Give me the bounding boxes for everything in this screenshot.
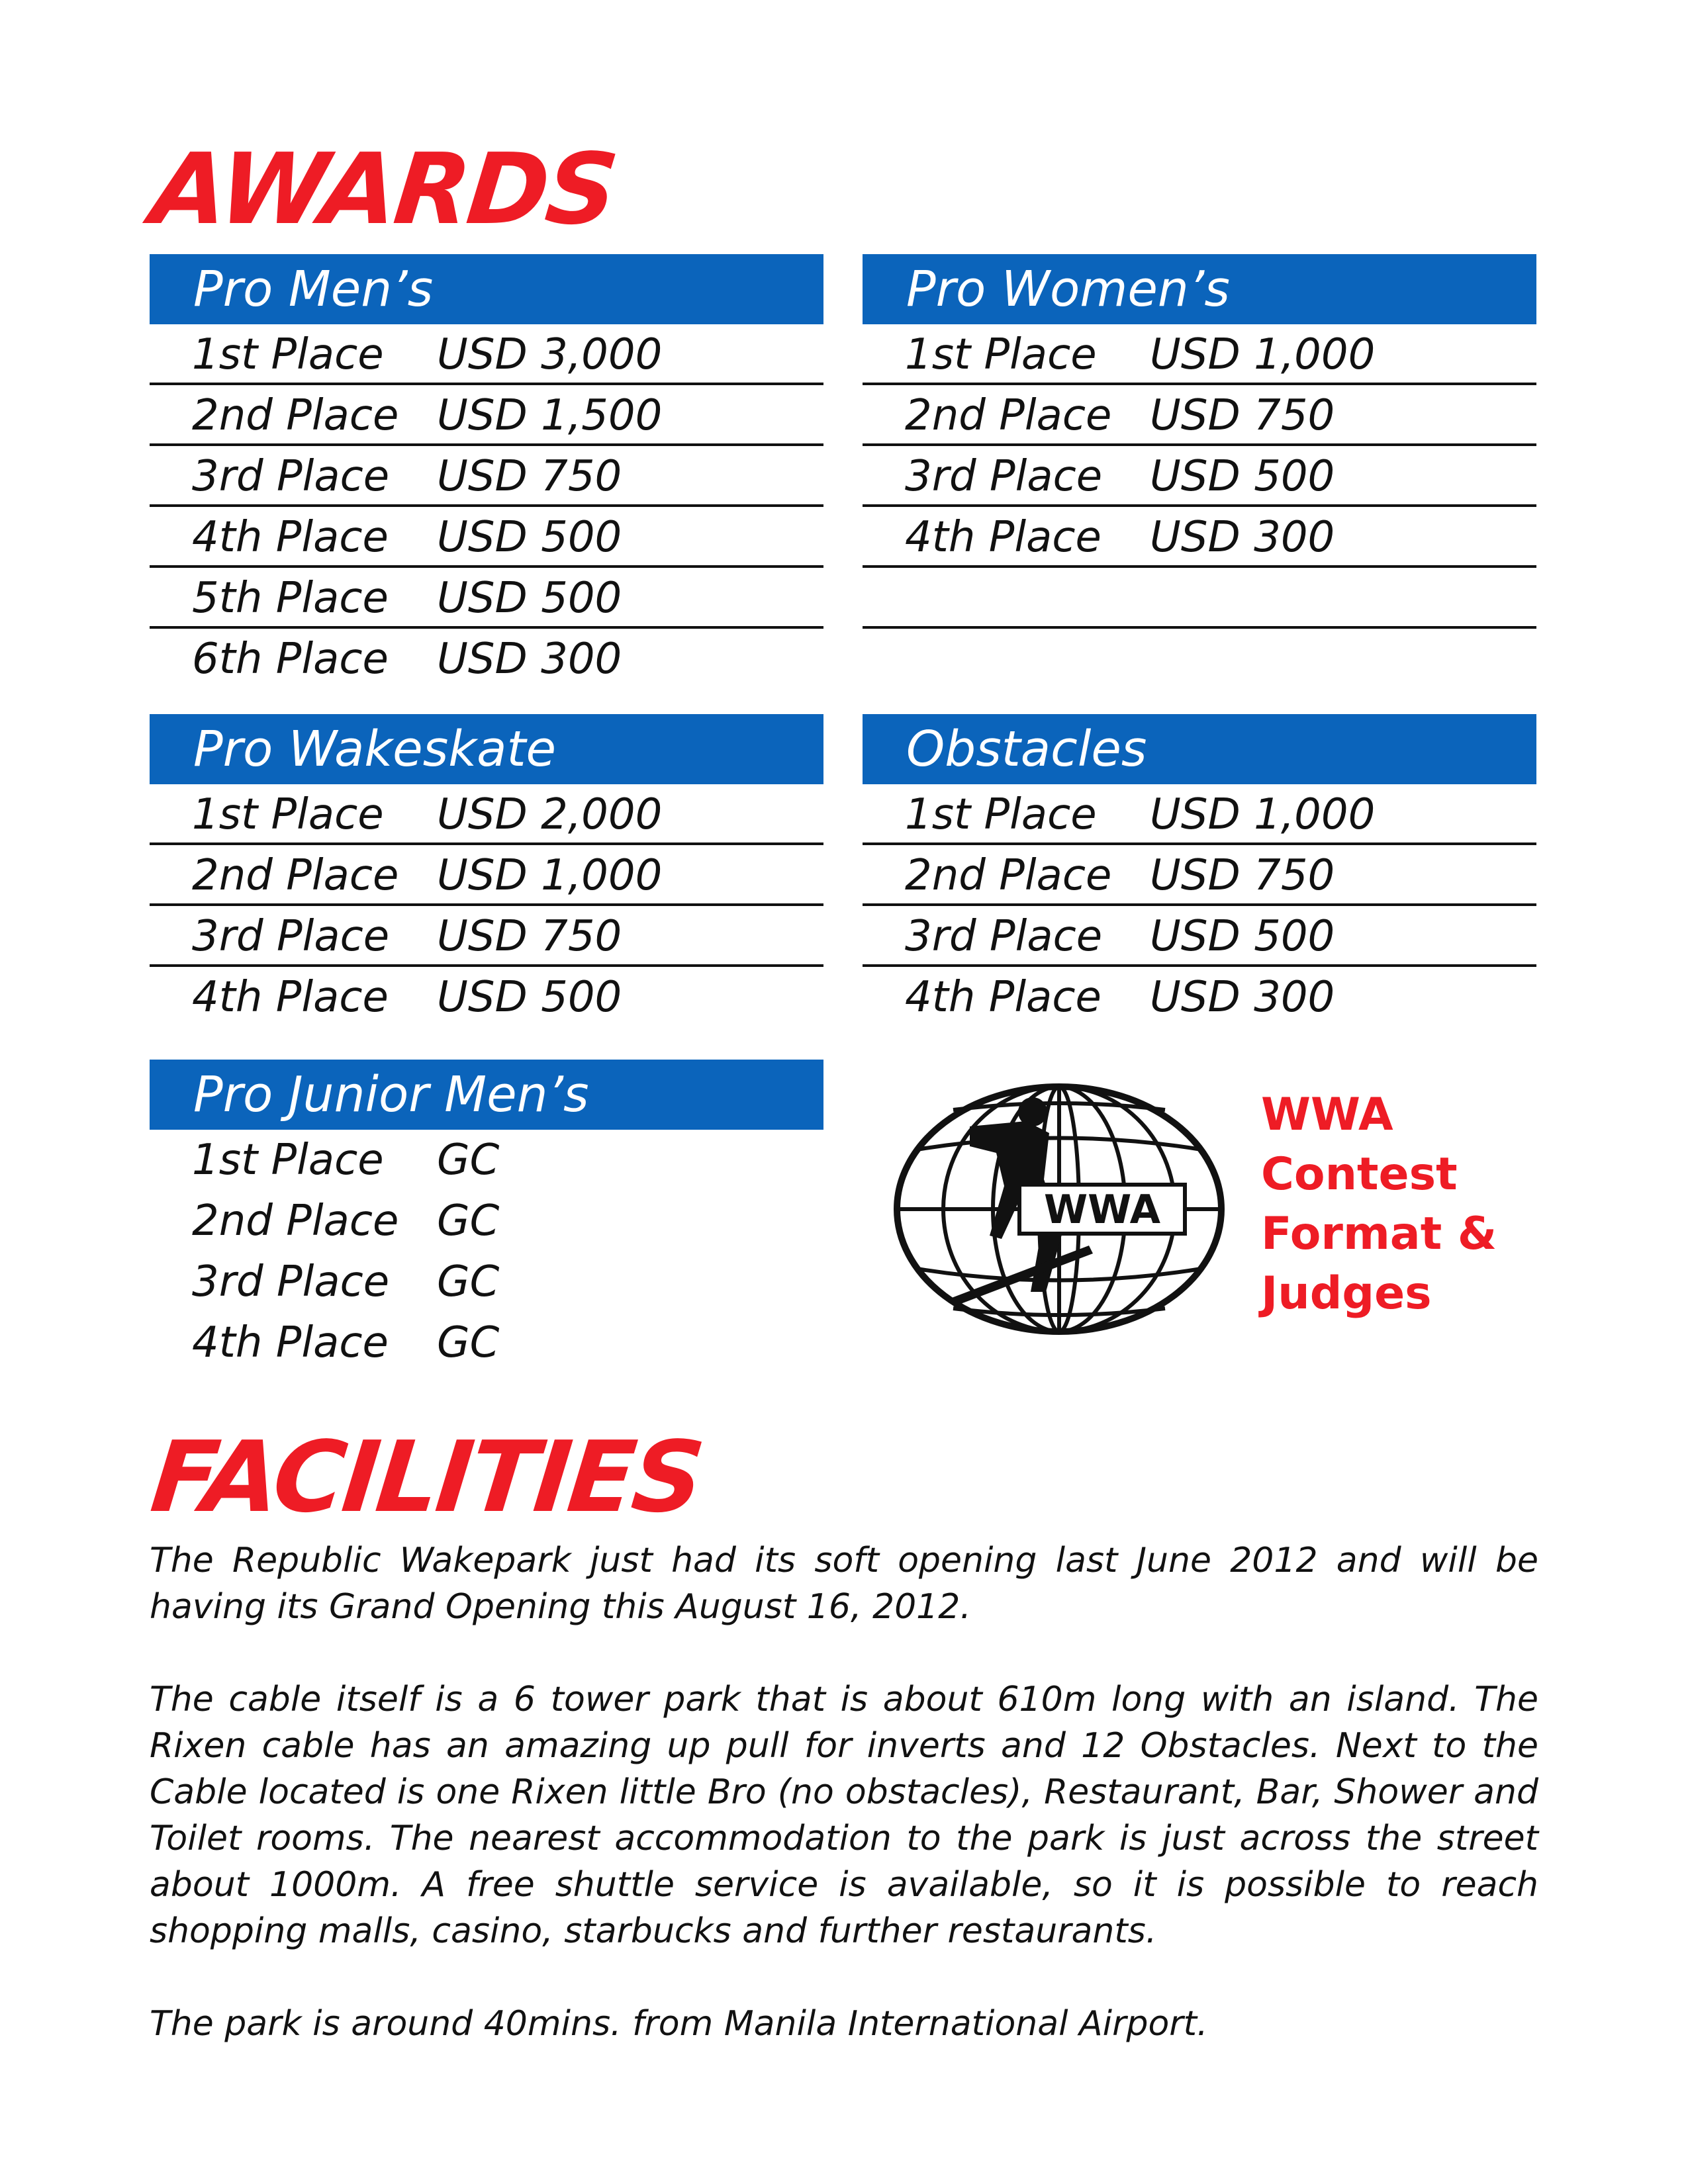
table-row <box>863 446 1536 507</box>
facilities-heading: FACILITIES <box>146 1420 707 1534</box>
obstacles-title: Obstacles <box>863 714 1536 784</box>
place-label: 3rd Place <box>905 912 1103 961</box>
table-row-empty <box>863 568 1536 629</box>
pro-womens-table <box>863 254 1536 629</box>
wwa-logo-text: WWA <box>1043 1187 1161 1233</box>
prize-amount: USD 750 <box>1150 851 1335 900</box>
wwa-link-line: Judges <box>1261 1267 1432 1320</box>
facilities-paragraph: The park is around 40mins. from Manila International Airport. <box>150 2004 1208 2044</box>
prize-amount: USD 500 <box>437 574 622 623</box>
prize-amount: USD 500 <box>437 973 622 1022</box>
obstacles-table <box>863 714 1536 1028</box>
prize-amount: USD 750 <box>437 452 622 501</box>
prize-amount: USD 300 <box>1150 973 1335 1022</box>
prize-amount: USD 2,000 <box>437 790 663 839</box>
pro-mens-title: Pro Men’s <box>150 254 823 324</box>
facilities-paragraph: The cable itself is a 6 tower park that is about 610m long with an island. The Rixen cable has an amazing up pull for inverts and 12 Obstacles. Next to the Cable located is one Rixen little Bro (no obstacles), Restaurant, Bar, Shower and Toilet rooms. The nearest accommodation to the park is just across the street about 1000m. A free shuttle service is available, so it is possible to reach shopping malls, casino, starbucks and further restaurants. <box>150 1680 1538 1951</box>
place-label: 4th Place <box>905 513 1102 562</box>
place-label: 4th Place <box>905 973 1102 1022</box>
prize-amount: USD 300 <box>1150 513 1335 562</box>
wwa-link-line: Contest <box>1261 1148 1458 1201</box>
prize-amount: USD 500 <box>1150 912 1335 961</box>
table-row <box>863 507 1536 568</box>
place-label: 3rd Place <box>192 1257 390 1306</box>
place-label: 4th Place <box>192 513 389 562</box>
wwa-contest-format-link[interactable] <box>1261 1085 1497 1324</box>
place-label: 4th Place <box>192 973 389 1022</box>
table-row <box>863 967 1536 1028</box>
pro-wakeskate-table <box>150 714 823 1028</box>
place-label: 1st Place <box>905 790 1097 839</box>
pro-junior-mens-title: Pro Junior Men’s <box>150 1060 823 1130</box>
pro-mens-table <box>150 254 823 690</box>
place-label: 3rd Place <box>192 912 390 961</box>
place-label: 2nd Place <box>905 851 1112 900</box>
prize-amount: USD 1,500 <box>437 391 663 440</box>
table-row <box>150 446 823 507</box>
wwa-globe-logo <box>890 1080 1228 1338</box>
prize-amount: USD 1,000 <box>1150 330 1376 379</box>
table-row <box>150 568 823 629</box>
table-row <box>150 1312 823 1373</box>
prize-amount: GC <box>437 1136 500 1185</box>
place-label: 2nd Place <box>192 1197 399 1246</box>
table-row <box>150 507 823 568</box>
place-label: 3rd Place <box>905 452 1103 501</box>
place-label: 4th Place <box>192 1318 389 1367</box>
table-row <box>863 385 1536 446</box>
prize-amount: USD 750 <box>1150 391 1335 440</box>
table-row <box>150 845 823 906</box>
prize-amount: USD 1,000 <box>1150 790 1376 839</box>
pro-junior-mens-table <box>150 1060 823 1373</box>
place-label: 5th Place <box>192 574 389 623</box>
table-row <box>150 906 823 967</box>
table-row <box>150 385 823 446</box>
prize-amount: USD 1,000 <box>437 851 663 900</box>
table-row <box>150 784 823 845</box>
place-label: 1st Place <box>192 330 384 379</box>
awards-heading: AWARDS <box>146 132 621 246</box>
pro-womens-title: Pro Women’s <box>863 254 1536 324</box>
table-row <box>150 967 823 1028</box>
prize-amount: USD 500 <box>437 513 622 562</box>
place-label: 6th Place <box>192 635 389 684</box>
prize-amount: GC <box>437 1318 500 1367</box>
pro-wakeskate-title: Pro Wakeskate <box>150 714 823 784</box>
table-row <box>150 1251 823 1312</box>
prize-amount: GC <box>437 1257 500 1306</box>
place-label: 2nd Place <box>905 391 1112 440</box>
prize-amount: GC <box>437 1197 500 1246</box>
table-row <box>863 906 1536 967</box>
table-row <box>150 1191 823 1251</box>
place-label: 1st Place <box>192 1136 384 1185</box>
prize-amount: USD 750 <box>437 912 622 961</box>
prize-amount: USD 3,000 <box>437 330 663 379</box>
place-label: 2nd Place <box>192 391 399 440</box>
place-label: 1st Place <box>905 330 1097 379</box>
table-row <box>150 324 823 385</box>
wwa-link-line: Format & <box>1261 1208 1497 1260</box>
prize-amount: USD 500 <box>1150 452 1335 501</box>
place-label: 3rd Place <box>192 452 390 501</box>
facilities-paragraph: The Republic Wakepark just had its soft opening last June 2012 and will be having its Grand Opening this August 16, 2012. <box>150 1541 1538 1627</box>
table-row <box>863 784 1536 845</box>
table-row <box>863 845 1536 906</box>
prize-amount: USD 300 <box>437 635 622 684</box>
place-label: 1st Place <box>192 790 384 839</box>
table-row <box>150 1130 823 1191</box>
wwa-link-line: WWA <box>1261 1089 1393 1141</box>
place-label: 2nd Place <box>192 851 399 900</box>
table-row <box>150 629 823 690</box>
table-row <box>863 324 1536 385</box>
